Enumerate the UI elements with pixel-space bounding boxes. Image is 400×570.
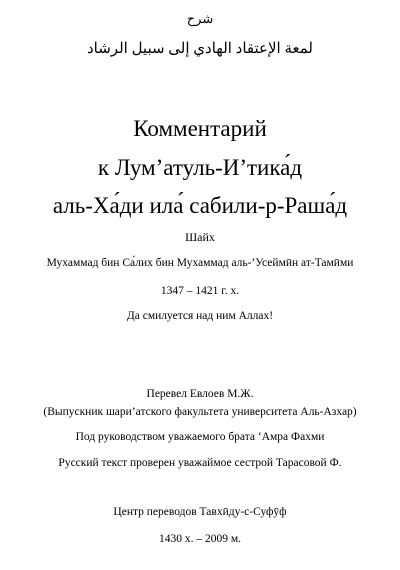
author-label: Шайх — [185, 230, 215, 244]
arabic-title: لمعة الإعتقاد الهادي إلى سبيل الرشاد — [86, 41, 313, 57]
proofread-credit: Русский текст проверен уважаймое сестрой Тарасовой Ф. — [58, 457, 342, 469]
author-blessing: Да смилуется над ним Аллах! — [126, 310, 274, 322]
translator-note: (Выпускник шари’атского факультета университета Аль-Азхар) — [43, 406, 357, 418]
publisher-center: Центр переводов Тавхӣду-с-Суфӯф — [113, 506, 287, 518]
translator-credit: Перевел Евлоев М.Ж. — [146, 388, 254, 400]
author-name: Мухаммад бин Са́лих бин Мухаммад аль-’Усеймӣн ат-Тамӣми — [46, 257, 354, 269]
publication-date: 1430 х. – 2009 м. — [158, 533, 242, 545]
title-line-2: к Лум’атуль-И’тика́д — [97, 155, 303, 180]
arabic-subtitle: شرح — [186, 11, 214, 26]
title-line-3: аль-Ха́ди ила́ сабили-р-Раша́д — [52, 193, 348, 218]
author-years: 1347 – 1421 г. х. — [160, 285, 240, 297]
supervision-credit: Под руководством уважаемого брата ‘Амра Фахми — [75, 431, 325, 443]
title-line-1: Комментарий — [133, 116, 267, 141]
